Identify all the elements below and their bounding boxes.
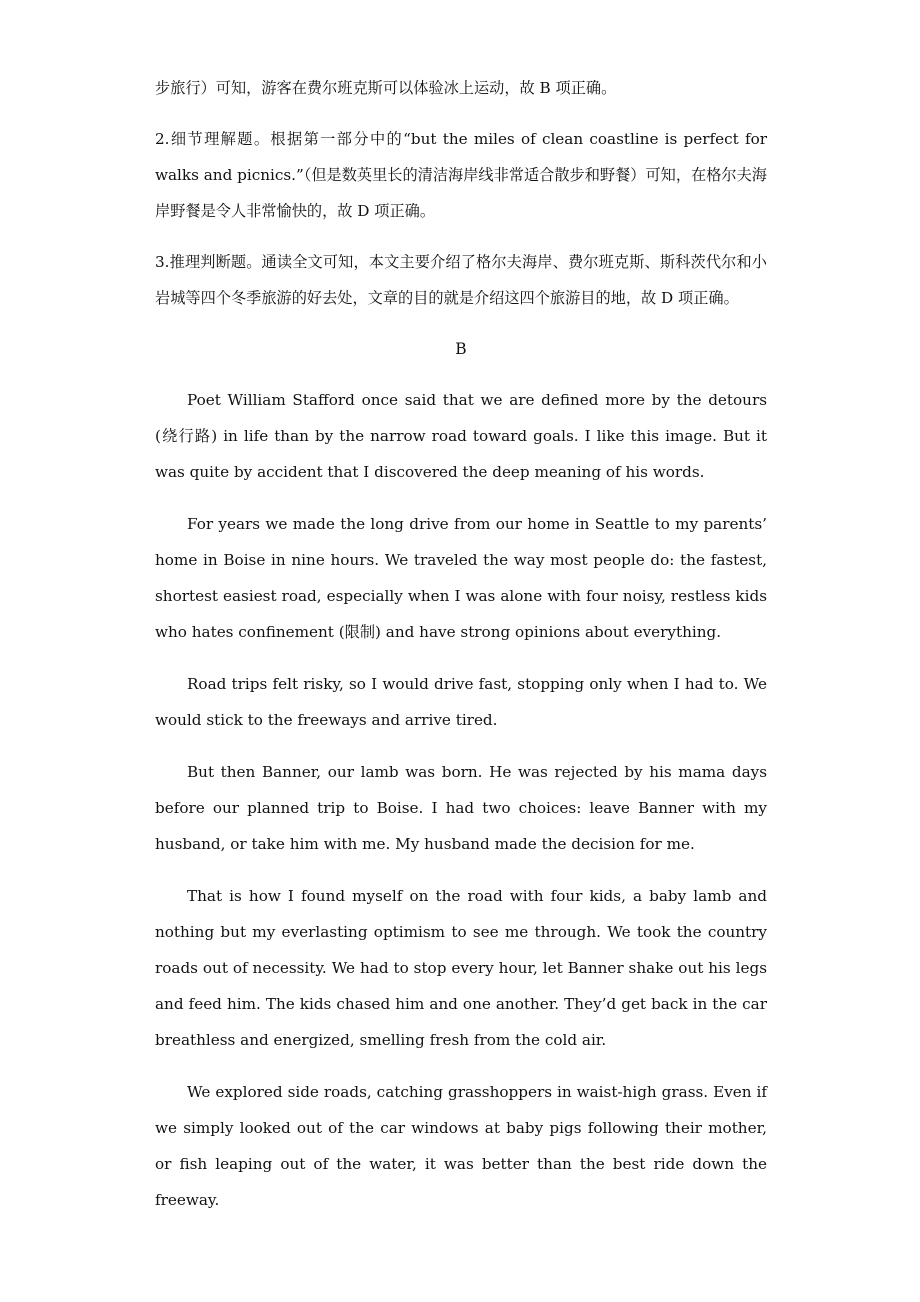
- explanation-paragraph-3: 3.推理判断题。通读全文可知，本文主要介绍了格尔夫海岸、费尔班克斯、斯科茨代尔和小岩城等四个冬季旅游的好去处，文章的目的就是介绍这四个旅游目的地，故 D 项正确。: [155, 253, 767, 307]
- explanation-paragraph-1: 步旅行）可知，游客在费尔班克斯可以体验冰上运动，故 B 项正确。: [155, 79, 617, 97]
- document-body: [155, 70, 767, 1234]
- section-heading-b: B: [455, 340, 467, 358]
- passage-paragraph-2: For years we made the long drive from our home in Seattle to my parents’ home in Boise in nine hours. We traveled the way most people do: the fastest, shortest easiest road, especially when I was alone with four noisy, restless kids who hates confinement (限制) and have strong opinions about everything.: [155, 515, 767, 641]
- passage-paragraph-1: Poet William Stafford once said that we are defined more by the detours (绕行路) in life than by the narrow road toward goals. I like this image. But it was quite by accident that I discovered the deep meaning of his words.: [155, 391, 767, 481]
- passage-paragraph-3: Road trips felt risky, so I would drive fast, stopping only when I had to. We would stick to the freeways and arrive tired.: [155, 675, 767, 729]
- explanation-paragraph-2: 2.细节理解题。根据第一部分中的“but the miles of clean coastline is perfect for walks and picnics.”（但是数英里长的清洁海岸线非常适合散步和野餐）可知，在格尔夫海岸野餐是令人非常愉快的，故 D 项正确。: [155, 130, 767, 220]
- passage-paragraph-6: We explored side roads, catching grasshoppers in waist-high grass. Even if we simply looked out of the car windows at baby pigs following their mother, or fish leaping out of the water, it was better than the best ride down the freeway.: [155, 1083, 767, 1209]
- passage-paragraph-5: That is how I found myself on the road with four kids, a baby lamb and nothing but my everlasting optimism to see me through. We took the country roads out of necessity. We had to stop every hour, let Banner shake out his legs and feed him. The kids chased him and one another. They’d get back in the car breathless and energized, smelling fresh from the cold air.: [155, 887, 767, 1049]
- passage-paragraph-4: But then Banner, our lamb was born. He was rejected by his mama days before our planned trip to Boise. I had two choices: leave Banner with my husband, or take him with me. My husband made the decision for me.: [155, 763, 767, 853]
